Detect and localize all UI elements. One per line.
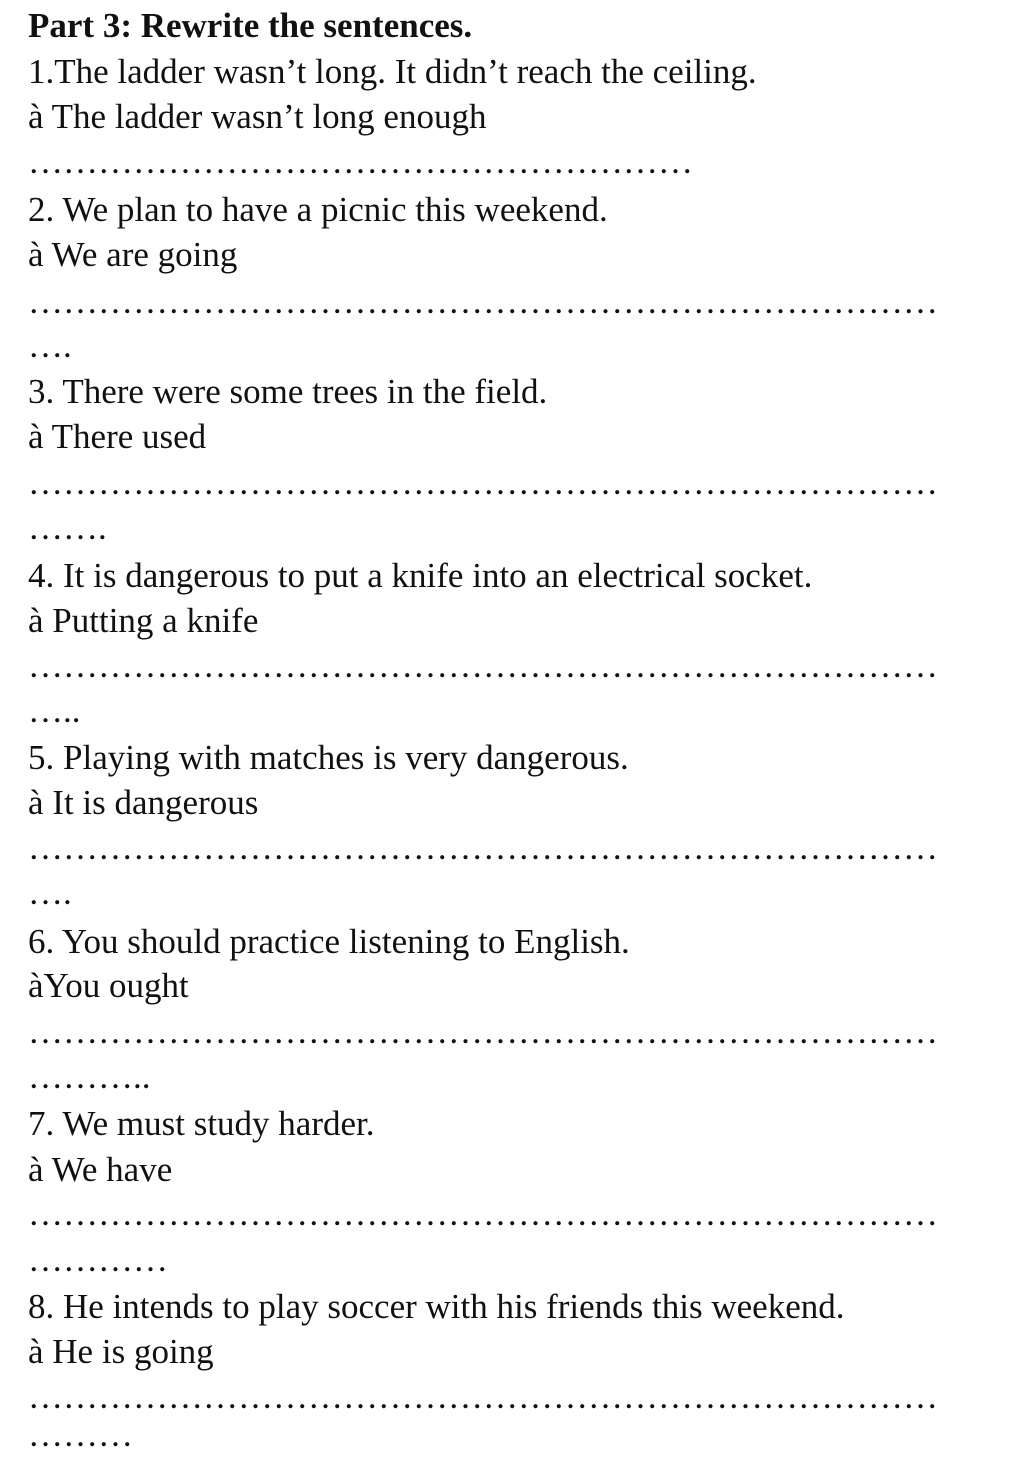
exercise-2-answer-blank: …………………………………………………………………… — [28, 282, 938, 321]
exercise-7-answer-blank-continued: ………… — [28, 1240, 168, 1279]
exercise-6-answer-blank-continued: ……….. — [28, 1057, 151, 1096]
exercise-4-answer-blank: …………………………………………………………………… — [28, 646, 938, 685]
exercise-8-start: à He is going — [28, 1332, 214, 1371]
exercise-5-start: à It is dangerous — [28, 783, 259, 822]
exercise-7-prompt: 7. We must study harder. — [28, 1104, 375, 1143]
exercise-4-answer-blank-continued: ….. — [28, 691, 81, 730]
exercise-6-start: àYou ought — [28, 966, 189, 1005]
exercise-5-answer-blank-continued: …. — [28, 873, 72, 912]
exercise-8-answer-blank: …………………………………………………………………… — [28, 1377, 938, 1416]
exercise-2-start: à We are going — [28, 235, 238, 274]
exercise-1-start: à The ladder wasn’t long enough — [28, 97, 487, 136]
exercise-6-answer-blank: …………………………………………………………………… — [28, 1012, 938, 1051]
section-title: Part 3: Rewrite the sentences. — [28, 6, 473, 45]
exercise-7-answer-blank: …………………………………………………………………… — [28, 1194, 938, 1233]
exercise-2-answer-blank-continued: …. — [28, 326, 72, 365]
exercise-2-prompt: 2. We plan to have a picnic this weekend. — [28, 190, 608, 229]
exercise-3-start: à There used — [28, 417, 207, 456]
exercise-1-prompt: 1.The ladder wasn’t long. It didn’t reach the ceiling. — [28, 52, 757, 91]
exercise-5-answer-blank: …………………………………………………………………… — [28, 828, 938, 867]
exercise-4-prompt: 4. It is dangerous to put a knife into an electrical socket. — [28, 556, 813, 595]
exercise-8-answer-blank-continued: ……… — [28, 1415, 133, 1454]
exercise-3-answer-blank-continued: ……. — [28, 508, 107, 547]
exercise-8-prompt: 8. He intends to play soccer with his friends this weekend. — [28, 1287, 845, 1326]
exercise-3-prompt: 3. There were some trees in the field. — [28, 372, 548, 411]
exercise-5-prompt: 5. Playing with matches is very dangerous. — [28, 738, 629, 777]
exercise-4-start: à Putting a knife — [28, 601, 259, 640]
exercise-1-answer-blank: ………………………………………………… — [28, 142, 693, 181]
exercise-7-start: à We have — [28, 1150, 173, 1189]
exercise-6-prompt: 6. You should practice listening to English. — [28, 922, 630, 961]
exercise-3-answer-blank: …………………………………………………………………… — [28, 463, 938, 502]
